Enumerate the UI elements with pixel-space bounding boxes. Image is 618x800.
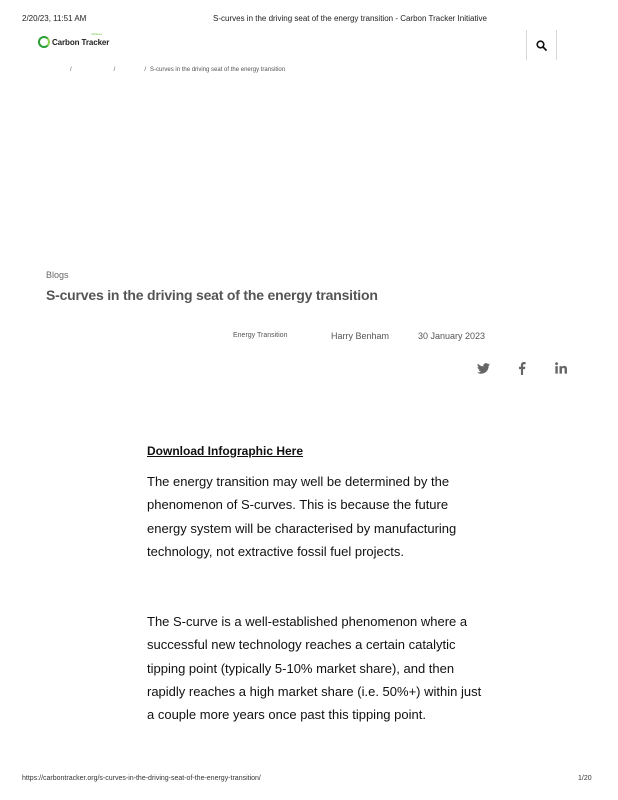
linkedin-icon — [555, 362, 567, 374]
search-icon — [536, 40, 547, 51]
print-page-number: 1/20 — [578, 775, 592, 782]
download-infographic-link[interactable]: Download Infographic Here — [147, 444, 304, 458]
facebook-icon — [518, 362, 526, 375]
breadcrumb — [70, 67, 285, 73]
print-title: S-curves in the driving seat of the energy transition - Carbon Tracker Initiative — [213, 14, 487, 23]
breadcrumb-current: S-curves in the driving seat of the energy transition — [150, 67, 286, 73]
breadcrumb-separator: / — [113, 67, 116, 73]
search-button[interactable] — [530, 34, 552, 56]
print-url: https://carbontracker.org/s-curves-in-the-driving-seat-of-the-energy-transition/ — [22, 775, 261, 782]
breadcrumb-separator: / — [144, 67, 147, 73]
print-datetime: 2/20/23, 11:51 AM — [22, 14, 87, 23]
share-facebook-button[interactable] — [514, 360, 530, 376]
share-linkedin-button[interactable] — [553, 360, 569, 376]
site-logo[interactable] — [38, 32, 110, 48]
logo-subtext: Initiative — [91, 32, 103, 36]
logo-text: Carbon Tracker — [52, 37, 110, 47]
article-paragraph: The energy transition may well be determined by the phenomenon of S-curves. This is because the future energy system will be characterised by manufacturing technology, not extractive fossil fuel projects. — [147, 474, 457, 559]
header-divider — [556, 30, 557, 60]
article-paragraph: The S-curve is a well-established phenomenon where a successful new technology reaches a certain catalytic tipping point (typically 5-10% market share), and then rapidly reaches a high market share (i.e. 50%+) within just a couple more years once past this tipping point. — [147, 614, 482, 723]
breadcrumb-separator: / — [70, 67, 72, 73]
share-twitter-button[interactable] — [475, 360, 491, 376]
category-link[interactable]: Blogs — [46, 270, 69, 280]
logo-mark-icon — [38, 36, 50, 48]
meta-author[interactable]: Harry Benham — [331, 331, 390, 341]
twitter-icon — [477, 363, 490, 374]
meta-date: 30 January 2023 — [418, 331, 486, 341]
meta-tag-link[interactable]: Energy Transition — [233, 332, 288, 339]
header-divider — [526, 30, 527, 60]
page-title: S-curves in the driving seat of the energy transition — [46, 287, 378, 303]
